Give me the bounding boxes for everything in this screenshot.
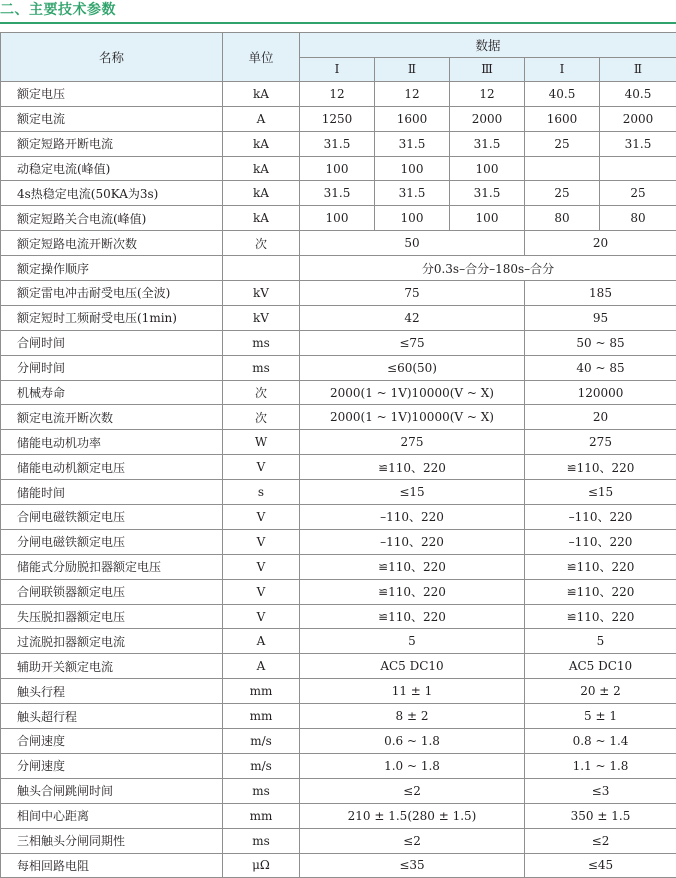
row-unit: kA	[223, 181, 300, 206]
row-value-40kv: ≤15	[525, 480, 676, 505]
row-unit: s	[223, 480, 300, 505]
table-row	[1, 231, 676, 256]
row-name: 合闸速度	[1, 729, 223, 754]
row-value: 31.5	[300, 181, 375, 206]
row-unit: kA	[223, 156, 300, 181]
row-value-40kv: 275	[525, 430, 676, 455]
row-name: 失压脱扣器额定电压	[1, 604, 223, 629]
row-value-40kv: ≤45	[525, 853, 676, 878]
row-value-12kv: ≌110、220	[300, 604, 525, 629]
row-value: 80	[600, 206, 676, 231]
row-value: 100	[450, 206, 525, 231]
row-name: 额定电流	[1, 106, 223, 131]
row-value-40kv: 5 ± 1	[525, 704, 676, 729]
row-value-12kv: 0.6 ~ 1.8	[300, 729, 525, 754]
header-name: 名称	[1, 33, 223, 82]
row-value-12kv: AC5 DC10	[300, 654, 525, 679]
row-unit: ms	[223, 828, 300, 853]
row-name: 额定电流开断次数	[1, 405, 223, 430]
row-value-12kv: ≌110、220	[300, 579, 525, 604]
table-row	[1, 604, 676, 629]
row-unit: W	[223, 430, 300, 455]
row-name: 动稳定电流(峰值)	[1, 156, 223, 181]
row-value: 31.5	[600, 131, 676, 156]
row-value-12kv: ≤35	[300, 853, 525, 878]
row-value-12kv: 42	[300, 305, 525, 330]
row-name: 合闸时间	[1, 330, 223, 355]
row-value-40kv: AC5 DC10	[525, 654, 676, 679]
row-unit	[223, 256, 300, 281]
table-row	[1, 430, 676, 455]
row-name: 触头行程	[1, 679, 223, 704]
row-value: 1600	[375, 106, 450, 131]
row-name: 辅助开关额定电流	[1, 654, 223, 679]
table-row	[1, 529, 676, 554]
row-value: 31.5	[450, 181, 525, 206]
row-unit: V	[223, 455, 300, 480]
row-value: 2000	[450, 106, 525, 131]
row-value-12kv: 8 ± 2	[300, 704, 525, 729]
row-value: 25	[600, 181, 676, 206]
row-value: 100	[450, 156, 525, 181]
row-value: 12	[375, 81, 450, 106]
row-unit: 次	[223, 380, 300, 405]
row-value: 40.5	[600, 81, 676, 106]
row-unit: mm	[223, 679, 300, 704]
row-value-12kv: 75	[300, 281, 525, 306]
row-value: 1250	[300, 106, 375, 131]
subheader-col: Ⅱ	[600, 57, 676, 81]
row-value-12kv: 1.0 ~ 1.8	[300, 753, 525, 778]
row-value-40kv: ≌110、220	[525, 554, 676, 579]
row-unit: m/s	[223, 753, 300, 778]
row-unit: ms	[223, 778, 300, 803]
table-header-row	[1, 33, 676, 58]
row-value: 25	[525, 131, 600, 156]
table-row	[1, 853, 676, 878]
row-value-12kv: ≌110、220	[300, 554, 525, 579]
row-value-12kv: 2000(1 ~ 1V)10000(V ~ X)	[300, 405, 525, 430]
subheader-col: Ⅰ	[300, 57, 375, 81]
row-unit: 次	[223, 231, 300, 256]
row-value-40kv: 185	[525, 281, 676, 306]
row-value-12kv: 275	[300, 430, 525, 455]
row-name: 额定短时工频耐受电压(1min)	[1, 305, 223, 330]
row-value: 100	[375, 206, 450, 231]
row-name: 额定雷电冲击耐受电压(全波)	[1, 281, 223, 306]
section-title-rule	[0, 22, 676, 24]
table-row	[1, 778, 676, 803]
row-unit: kV	[223, 281, 300, 306]
table-row	[1, 803, 676, 828]
row-value: 25	[525, 181, 600, 206]
table-row	[1, 131, 676, 156]
table-row	[1, 505, 676, 530]
row-value: 100	[300, 206, 375, 231]
table-row	[1, 81, 676, 106]
row-value-all: 分0.3s–合分–180s–合分	[300, 256, 676, 281]
table-row	[1, 256, 676, 281]
row-unit: mm	[223, 803, 300, 828]
row-unit: V	[223, 554, 300, 579]
row-value-12kv: ≤15	[300, 480, 525, 505]
row-name: 额定电压	[1, 81, 223, 106]
row-unit: A	[223, 654, 300, 679]
row-name: 额定操作顺序	[1, 256, 223, 281]
row-unit: kA	[223, 131, 300, 156]
table-row	[1, 704, 676, 729]
row-value-12kv: –110、220	[300, 529, 525, 554]
row-value: 12	[450, 81, 525, 106]
header-unit: 单位	[223, 33, 300, 82]
row-unit: μΩ	[223, 853, 300, 878]
row-value-40kv: ≌110、220	[525, 604, 676, 629]
row-value-12kv: ≤2	[300, 778, 525, 803]
row-value-40kv: 1.1 ~ 1.8	[525, 753, 676, 778]
row-value-40kv: 350 ± 1.5	[525, 803, 676, 828]
row-name: 储能电动机功率	[1, 430, 223, 455]
table-row	[1, 753, 676, 778]
table-row	[1, 206, 676, 231]
row-value-40kv: –110、220	[525, 529, 676, 554]
table-row	[1, 106, 676, 131]
row-value-40kv: 95	[525, 305, 676, 330]
row-value-12kv: 210 ± 1.5(280 ± 1.5)	[300, 803, 525, 828]
row-value: 31.5	[375, 131, 450, 156]
row-name: 额定短路关合电流(峰值)	[1, 206, 223, 231]
row-unit: V	[223, 604, 300, 629]
table-row	[1, 330, 676, 355]
row-value-40kv: ≤3	[525, 778, 676, 803]
row-value: 31.5	[375, 181, 450, 206]
row-name: 过流脱扣器额定电流	[1, 629, 223, 654]
row-name: 三相触头分闸同期性	[1, 828, 223, 853]
row-unit: mm	[223, 704, 300, 729]
row-value-40kv: 120000	[525, 380, 676, 405]
row-unit: A	[223, 106, 300, 131]
subheader-col: Ⅱ	[375, 57, 450, 81]
row-unit: A	[223, 629, 300, 654]
row-unit: ms	[223, 330, 300, 355]
table-row	[1, 828, 676, 853]
row-name: 额定短路开断电流	[1, 131, 223, 156]
row-name: 触头合闸跳闸时间	[1, 778, 223, 803]
row-value-12kv: ≤75	[300, 330, 525, 355]
header-data: 数据	[300, 33, 676, 58]
row-unit: kA	[223, 206, 300, 231]
row-name: 储能时间	[1, 480, 223, 505]
row-unit: m/s	[223, 729, 300, 754]
table-row	[1, 654, 676, 679]
row-value: 100	[300, 156, 375, 181]
spec-table	[0, 32, 676, 878]
table-row	[1, 305, 676, 330]
row-value-12kv: 2000(1 ~ 1V)10000(V ~ X)	[300, 380, 525, 405]
row-name: 每相回路电阻	[1, 853, 223, 878]
row-name: 合闸电磁铁额定电压	[1, 505, 223, 530]
row-value-12kv: ≤2	[300, 828, 525, 853]
row-name: 相间中心距离	[1, 803, 223, 828]
table-row	[1, 405, 676, 430]
row-value-40kv: –110、220	[525, 505, 676, 530]
row-value-12kv: 5	[300, 629, 525, 654]
row-value-40kv: 40 ~ 85	[525, 355, 676, 380]
row-unit: V	[223, 505, 300, 530]
row-value-12kv: ≌110、220	[300, 455, 525, 480]
row-value-40kv: 50 ~ 85	[525, 330, 676, 355]
table-row	[1, 554, 676, 579]
row-value	[525, 156, 600, 181]
table-row	[1, 156, 676, 181]
table-row	[1, 181, 676, 206]
row-unit: kV	[223, 305, 300, 330]
table-row	[1, 729, 676, 754]
row-value: 1600	[525, 106, 600, 131]
row-unit: 次	[223, 405, 300, 430]
row-value-40kv: ≤2	[525, 828, 676, 853]
row-value-12kv: 50	[300, 231, 525, 256]
row-name: 触头超行程	[1, 704, 223, 729]
table-row	[1, 480, 676, 505]
row-name: 机械寿命	[1, 380, 223, 405]
table-row	[1, 629, 676, 654]
row-value: 2000	[600, 106, 676, 131]
row-value-12kv: –110、220	[300, 505, 525, 530]
table-row	[1, 455, 676, 480]
row-value: 31.5	[450, 131, 525, 156]
table-row	[1, 281, 676, 306]
row-value-12kv: 11 ± 1	[300, 679, 525, 704]
row-value	[600, 156, 676, 181]
row-value: 80	[525, 206, 600, 231]
table-row	[1, 579, 676, 604]
table-row	[1, 679, 676, 704]
row-name: 4s热稳定电流(50KA为3s)	[1, 181, 223, 206]
row-name: 分闸时间	[1, 355, 223, 380]
row-value-40kv: 20	[525, 231, 676, 256]
subheader-col: Ⅰ	[525, 57, 600, 81]
row-value: 31.5	[300, 131, 375, 156]
row-name: 额定短路电流开断次数	[1, 231, 223, 256]
subheader-col: Ⅲ	[450, 57, 525, 81]
row-value-40kv: 20 ± 2	[525, 679, 676, 704]
row-unit: kA	[223, 81, 300, 106]
row-name: 分闸速度	[1, 753, 223, 778]
row-value: 40.5	[525, 81, 600, 106]
table-row	[1, 355, 676, 380]
row-value-40kv: 20	[525, 405, 676, 430]
row-value-40kv: ≌110、220	[525, 455, 676, 480]
row-unit: ms	[223, 355, 300, 380]
row-name: 合闸联锁器额定电压	[1, 579, 223, 604]
row-value-12kv: ≤60(50)	[300, 355, 525, 380]
row-value-40kv: 0.8 ~ 1.4	[525, 729, 676, 754]
section-title: 二、主要技术参数	[0, 0, 116, 22]
row-name: 分闸电磁铁额定电压	[1, 529, 223, 554]
row-value-40kv: 5	[525, 629, 676, 654]
row-value-40kv: ≌110、220	[525, 579, 676, 604]
row-unit: V	[223, 529, 300, 554]
table-row	[1, 380, 676, 405]
row-name: 储能式分励脱扣器额定电压	[1, 554, 223, 579]
row-unit: V	[223, 579, 300, 604]
row-name: 储能电动机额定电压	[1, 455, 223, 480]
row-value: 12	[300, 81, 375, 106]
row-value: 100	[375, 156, 450, 181]
